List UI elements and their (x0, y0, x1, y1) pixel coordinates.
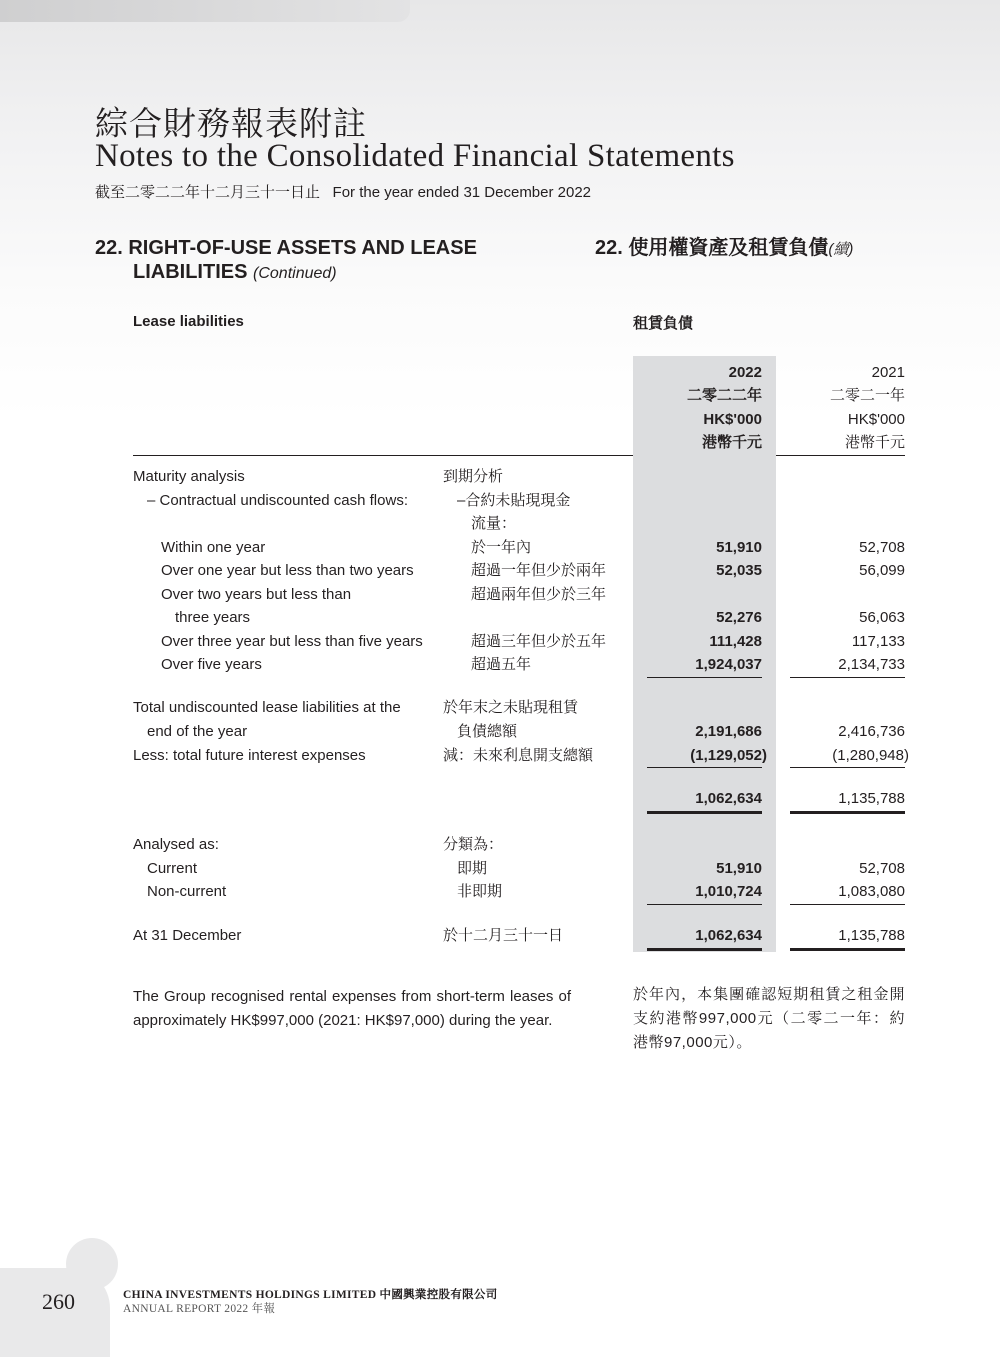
less-interest-value-2022: (1,129,052) (690, 747, 767, 764)
at-31-december-value-2022: 1,062,634 (695, 927, 762, 944)
contractual-flows-label-zh-1: –合約未貼現現金 (457, 492, 571, 509)
net-rule-2021 (790, 767, 905, 768)
current-label: Current (147, 860, 198, 877)
continued-label-en: (Continued) (253, 265, 337, 282)
maturity-analysis-label-zh: 到期分析 (443, 468, 504, 485)
less-interest-label: Less: total future interest expenses (133, 747, 366, 764)
less-interest-value-2021: (1,280,948) (832, 747, 909, 764)
total-value-2021: 2,416,736 (838, 723, 905, 740)
row-value-2021: 2,134,733 (838, 656, 905, 673)
row-value-2021: 52,708 (859, 539, 905, 556)
col-2022-year-zh: 二零二二年 (686, 387, 762, 404)
section-heading-zh-text: 22. 使用權資產及租賃負債 (595, 237, 829, 259)
final-double-rule-2021 (790, 948, 905, 951)
at-31-december-label-zh: 於十二月三十一日 (443, 927, 564, 944)
net-double-rule-2021 (790, 811, 905, 814)
total-label-1: Total undiscounted lease liabilities at the (133, 699, 401, 716)
footer-report-name: ANNUAL REPORT 2022 年報 (123, 1303, 276, 1315)
row-label-zh: 超過三年但少於五年 (471, 633, 607, 650)
row-value-2021: 117,133 (851, 633, 905, 650)
continued-label-zh: (續) (828, 241, 854, 258)
row-value-2022: 1,924,037 (695, 656, 762, 673)
col-2022-unit: HK$'000 (703, 411, 762, 428)
page-title-en: Notes to the Consolidated Financial Statements (95, 138, 735, 174)
current-value-2021: 52,708 (859, 860, 905, 877)
subtotal-rule-2021 (790, 677, 905, 678)
at-31-december-value-2021: 1,135,788 (838, 927, 905, 944)
total-label-zh-1: 於年末之未貼現租賃 (443, 699, 579, 716)
analysed-as-label-zh: 分類為： (443, 836, 504, 853)
rental-expense-note-en: The Group recognised rental expenses from short-term leases of approximately HK$997,000 (2021: HK$97,000) during the year. (133, 988, 571, 1029)
footer-circle-decoration (66, 1238, 118, 1290)
net-double-rule-2022 (647, 811, 762, 814)
row-label: Over five years (161, 656, 262, 673)
col-2021-unit: HK$'000 (847, 411, 905, 428)
noncurrent-value-2021: 1,083,080 (838, 883, 905, 900)
net-rule-2022 (647, 767, 762, 768)
col-2021-year-zh: 二零二一年 (829, 387, 905, 404)
col-2021-unit-zh: 港幣千元 (844, 434, 905, 451)
section-heading-en-text: LIABILITIES (133, 261, 248, 283)
row-label-zh: 超過五年 (471, 656, 532, 673)
header-background (0, 0, 1000, 420)
rental-expense-note-zh: 於年內，本集團確認短期租賃之租金開支約港幣997,000元（二零二一年：約港幣97,000元）。 (633, 986, 905, 1051)
page-title-zh: 綜合財務報表附註 (95, 104, 367, 143)
analysed-as-label: Analysed as: (133, 836, 219, 853)
row-label: Within one year (161, 539, 266, 556)
col-2021-year: 2021 (871, 364, 905, 381)
row-value-2022: 111,428 (709, 633, 762, 650)
total-label-2: end of the year (147, 723, 248, 740)
noncurrent-label: Non-current (147, 883, 227, 900)
analysed-rule-2022 (647, 904, 762, 905)
period-zh: 截至二零二二年十二月三十一日止 (95, 184, 321, 201)
total-value-2022: 2,191,686 (695, 723, 762, 740)
total-label-zh-2: 負債總額 (457, 723, 518, 740)
row-label: Over one year but less than two years (161, 562, 414, 579)
row-label-zh: 於一年內 (471, 539, 532, 556)
page-number: 260 (42, 1289, 75, 1314)
final-double-rule-2022 (647, 948, 762, 951)
row-label-zh: 超過一年但少於兩年 (471, 562, 607, 579)
subheading-en: Lease liabilities (133, 313, 244, 330)
row-label: Over two years but less than (161, 586, 352, 603)
row-value-2021: 56,063 (859, 609, 905, 626)
maturity-analysis-label: Maturity analysis (133, 468, 245, 485)
net-value-2022: 1,062,634 (695, 790, 762, 807)
row-value-2022: 52,276 (716, 609, 762, 626)
table-header-rule-2021 (776, 455, 905, 456)
contractual-flows-label: – Contractual undiscounted cash flows: (147, 492, 408, 509)
less-interest-label-zh: 減：未來利息開支總額 (443, 747, 594, 764)
period-subtitle (95, 181, 591, 202)
section-heading-zh (595, 236, 853, 262)
analysed-rule-2021 (790, 904, 905, 905)
header-stripe (0, 0, 410, 22)
section-heading-en (95, 236, 477, 286)
row-value-2021: 56,099 (859, 562, 905, 579)
section-heading-en-line2 (95, 260, 477, 286)
noncurrent-value-2022: 1,010,724 (695, 883, 762, 900)
contractual-flows-label-zh-2: 流量： (471, 515, 517, 532)
row-value-2022: 51,910 (716, 539, 762, 556)
net-value-2021: 1,135,788 (838, 790, 905, 807)
row-value-2022: 52,035 (716, 562, 762, 579)
period-en: For the year ended 31 December 2022 (332, 184, 592, 201)
col-2022-year: 2022 (728, 364, 762, 381)
col-2022-unit-zh: 港幣千元 (701, 434, 762, 451)
section-heading-en-line1: 22. RIGHT-OF-USE ASSETS AND LEASE (95, 237, 477, 259)
subheading-zh: 租賃負債 (633, 315, 694, 332)
table-header-rule (133, 455, 633, 456)
at-31-december-label: At 31 December (133, 927, 242, 944)
row-label-cont: three years (175, 609, 251, 626)
subtotal-rule-2022 (647, 677, 762, 678)
current-value-2022: 51,910 (716, 860, 762, 877)
noncurrent-label-zh: 非即期 (457, 883, 503, 900)
row-label-zh: 超過兩年但少於三年 (471, 586, 607, 603)
row-label: Over three year but less than five years (161, 633, 423, 650)
footer-company-name: CHINA INVESTMENTS HOLDINGS LIMITED 中國興業控股有限公司 (123, 1289, 498, 1301)
current-label-zh: 即期 (457, 860, 488, 877)
